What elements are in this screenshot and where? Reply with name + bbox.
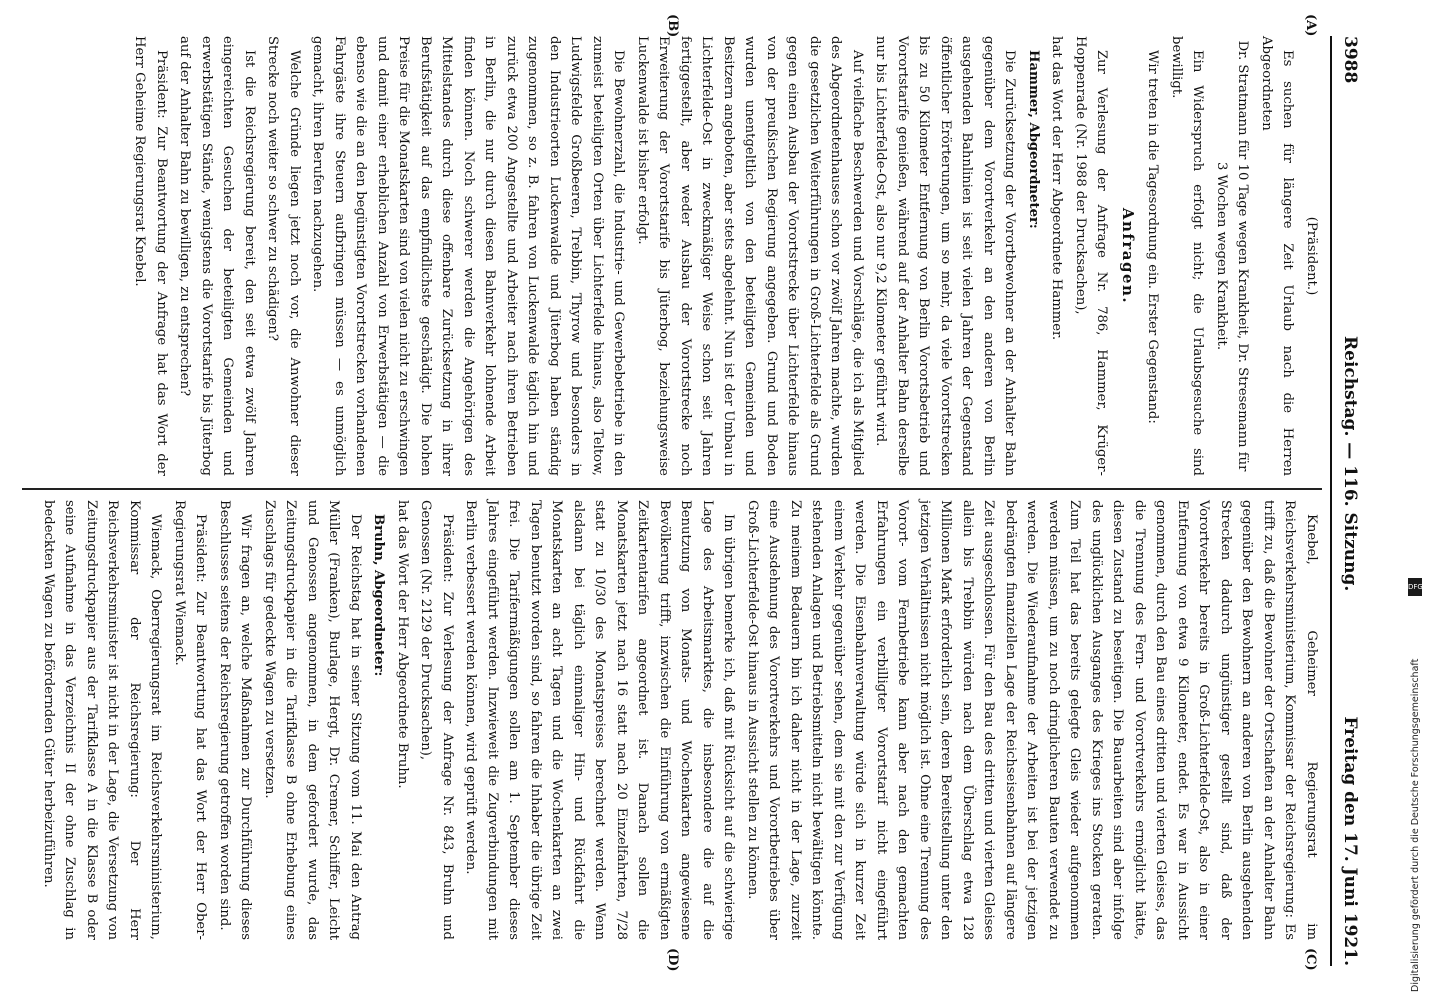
right-column xyxy=(22,500,1322,940)
paragraph: hat das Wort der Herr Abgeordnete Hammer. xyxy=(1049,36,1065,341)
paragraph: hat das Wort der Herr Abgeordnete Bruhn. xyxy=(395,500,410,789)
session-date: Freitag den 17. Juni 1921. xyxy=(1340,716,1360,966)
left-column xyxy=(22,36,1322,476)
margin-label-c: (C) xyxy=(1303,948,1318,971)
paragraph: Präsident: Zur Verlesung der Anfrage Nr. 843, Bruhn und Genossen (Nr. 2129 der Drucksachen), xyxy=(418,500,455,940)
paragraph: Wir treten in die Tagesordnung ein. Erster Gegenstand: xyxy=(1145,50,1161,424)
page-header xyxy=(1330,36,1366,966)
paragraph: Zur Verlesung der Anfrage Nr. 786, Hammer, Krüger-Hoppenrade (Nr. 1988 der Drucksachen), xyxy=(1073,36,1110,476)
paragraph: Welche Gründe liegen jetzt noch vor, die Anwohner dieser Strecke noch weiter so schwer zu schädigen? xyxy=(265,36,302,476)
section-heading: Anfragen. xyxy=(1119,207,1137,305)
paragraph: Die Zurücksetzung der Vorortbewohner an der Anhalter Bahn gegenüber dem Vorortverkehr an den anderen von Berlin ausgehenden Bahnlinien ist seit vielen Jahren der Gegenstand öffentlicher Erörterungen, um so mehr, da viele Vorortstrecken bis zu 50 Kilometer Entfernung von Berlin Vorortsbetrieb und Vorortstarife genießen, während auf der Anhalter Bahn derselbe nur bis Lichterfelde-Ost, also nur 9,2 Kilometer geführt wird. xyxy=(873,36,1018,476)
paragraph: Ein Widerspruch erfolgt nicht; die Urlaubsgesuche sind bewilligt. xyxy=(1169,36,1206,476)
page-number: 3988 xyxy=(1340,36,1360,84)
margin-label-b: (B) xyxy=(665,14,680,38)
paragraph: Präsident: Zur Beantwortung hat das Wort der Herr Ober-Regierungsrat Wiemack. xyxy=(172,500,209,940)
paragraph: Knebel, Geheimer Regierungsrat im Reichsverkehrsministerium, Kommissar der Reichsregierung: Es trifft zu, daß die Bewohner der Ortschaften an der Anhalter Bahn gegenüber den Bewohnern an anderen von Berlin ausgehenden Strecken dadurch ungünstiger gestellt sind, daß der Vorortverkehr bereits in Groß-Lichterfelde-Ost, also in einer Entfernung von etwa 9 Kilometer, endet. Es war in Aussicht genommen, durch den Bau eines dritten und vierten Gleises, das die Trennung des Fern- und Vorortverkehrs ermöglicht hätte, diesen Zustand zu beseitigen. Die Bauarbeiten sind aber infolge des unglücklichen Ausganges des Krieges ins Stocken geraten. Zum Teil hat das bereits gelegte Gleis wieder aufgenommen werden müssen, um zu noch dringlicheren Bauten verwendet zu werden. Die Wiederaufnahme der Arbeiten ist bei der jetzigen bedrängten finanziellen Lage der Reichseisenbahnen auf längere Zeit ausgeschlossen. Für den Bau des dritten und vierten Gleises allein bis Trebbin würden nach dem Überschlag etwa 128 Millionen Mark erforderlich sein, deren Bereitstellung unter den jetzigen Verhältnissen nicht möglich ist. Ohne eine Trennung des Vorort- vom Fernbetriebe kann aber nach den gemachten Erfahrungen ein verbilligter Vorortstarif nicht eingeführt werden. Die Eisenbahnverwaltung würde sich in kurzer Zeit einem Verkehr gegenüber sehen, dem sie mit den zur Verfügung stehenden Anlagen und Betriebsmitteln nicht bewältigen könnte. Zu meinem Bedauern bin ich daher nicht in der Lage, zurzeit eine Ausdehnung des Vorortverkehrs und Vorortbetriebes über Groß-Lichterfelde-Ost hinaus in Aussicht stellen zu können. xyxy=(745,500,1319,940)
paragraph: Der Reichstag hat in seiner Sitzung vom 11. Mai den Antrag Müller (Franken), Burlage, Hergt, Dr. Cremer, Schiffer, Leicht und Genossen angenommen, in dem gefordert wurde, das Zeitungsdruckpapier in die Tarifklasse B ohne Erhebung eines Zuschlags für gedeckte Wagen zu versetzen. xyxy=(262,500,363,940)
margin-label-d: (D) xyxy=(665,948,680,972)
paragraph: Ist die Reichsregierung bereit, den seit etwa zwölf Jahren eingereichten Gesuchen der beteiligten Gemeinden und erwerbstätigen Stände, wenigstens die Vorortstarife bis Jüterbog auf der Anhalter Bahn zu bewilligen, zu entsprechen? xyxy=(177,36,257,476)
margin-label-a: (A) xyxy=(1303,14,1318,37)
page-title: Reichstag. — 116. Sitzung. xyxy=(1340,336,1360,592)
speaker-line: Bruhn, Abgeordneter: xyxy=(371,514,387,677)
paragraph: Auf vielfache Beschwerden und Vorschläge, die ich als Mitglied des Abgeordnetenhauses schon vor zwölf Jahren machte, wurden die gesetzlichen Weiterführungen in Groß-Lichterfelde als Grund gegen einen Ausbau der Vorortstrecke über Lichterfelde hinaus von der preußischen Regierung angegeben. Grund und Boden wurden unentgeltlich von den beteiligten Gemeinden und Besitzern angeboten, aber stets abgelehnt. Nun ist der Umbau in Lichterfelde-Ost in zweckmäßiger Weise schon seit Jahren fertiggestellt, aber weder Ausbau der Vorortstrecke noch Erweiterung der Vorortstarife bis Jüterbog, beziehungsweise Luckenwalde ist bisher erfolgt. xyxy=(635,36,865,476)
speaker-note: (Präsident.) xyxy=(1304,216,1319,296)
speaker-line: Hammer, Abgeordneter: xyxy=(1026,50,1041,229)
paragraph: Es suchen für längere Zeit Urlaub nach die Herren Abgeordneten xyxy=(1259,36,1296,476)
dfg-logo: DFG xyxy=(1408,578,1422,596)
paragraph: Präsident: Zur Beantwortung der Anfrage hat das Wort der Herr Geheime Regierungsrat Knebel. xyxy=(132,36,169,476)
column-divider xyxy=(22,488,1322,490)
paragraph: Wiemack, Oberregierungsrat im Reichsverkehrsministerium, Kommissar der Reichsregierung: Der Herr Reichsverkehrsminister ist nicht in der Lage, die Versetzung von Zeitungsdruckpapier aus der Tarifklasse A in die Klasse B oder seine Aufnahme in das Verzeichnis II der ohne Zuschlag in bedeckten Wagen zu befördernden Güter herbeizuführen. xyxy=(41,500,164,940)
paragraph: Wir fragen an, welche Maßnahmen zur Durchführung dieses Beschlusses seitens der Reichsregierung getroffen worden sind. xyxy=(217,500,254,940)
paragraph: Dr. Stratmann für 10 Tage wegen Krankheit, Dr. Stresemann für 3 Wochen wegen Krankheit. xyxy=(1214,40,1251,472)
digitization-footer xyxy=(1406,583,1430,992)
footer-text: Digitalisierung gefördert durch die Deutsche Forschungsgemeinschaft xyxy=(1410,658,1421,992)
paragraph: Die Bewohnerzahl, die Industrie- und Gewerbebetriebe in den zumeist beteiligten Orten über Lichterfelde hinaus, also Teltow, Ludwigsfelde Großbeeren, Trebbin, Thyrow und besonders in den Industrieorten Luckenwalde und Jüterbog haben ständig zugenommen, so z. B. fahren von Luckenwalde täglich hin und zurück etwa 200 Angestellte und Arbeiter nach ihren Betrieben in Berlin, die nur durch diesen Bahnverkehr lohnende Arbeit finden können. Noch schwerer werden die Angehörigen des Mittelstandes durch diese offenbare Zurücksetzung in ihrer Berufstätigkeit auf das empfindlichste geschädigt. Die hohen Preise für die Monatskarten sind von vielen nicht zu erschwingen und damit einer erheblichen Anzahl von Erwerbstätigen — die ebenso wie die an den begünstigten Vorortstrecken vorhandenen Fahrgäste ihre Steuern aufbringen müssen — es unmöglich gemacht, ihren Berufen nachzugehen. xyxy=(310,36,627,476)
paragraph: Im übrigen bemerke ich, daß mit Rücksicht auf die schwierige Lage des Arbeitsmarktes, die insbesondere die auf die Benutzung von Monats- und Wochenkarten angewiesene Bevölkerung trifft, inzwischen die Einführung von ermäßigten Zeitkartentarifen angeordnet ist. Danach sollen die Monatskarten jetzt nach 16 statt nach 20 Einzelfahrten, 7/28 statt zu 10/30 des Monatspreises berechnet werden. Wenn alsdann bei täglich einmaliger Hin- und Rückfahrt die Monatskarten an acht Tagen und die Wochenkarten an zwei Tagen benutzt worden sind, so fahren die Inhaber die übrige Zeit frei. Die Tarifermäßigungen sollen am 1. September dieses Jahres eingeführt werden. Inzwieweit die Zugverbindungen mit Berlin verbessert werden können, wird geprüft werden. xyxy=(463,500,737,940)
